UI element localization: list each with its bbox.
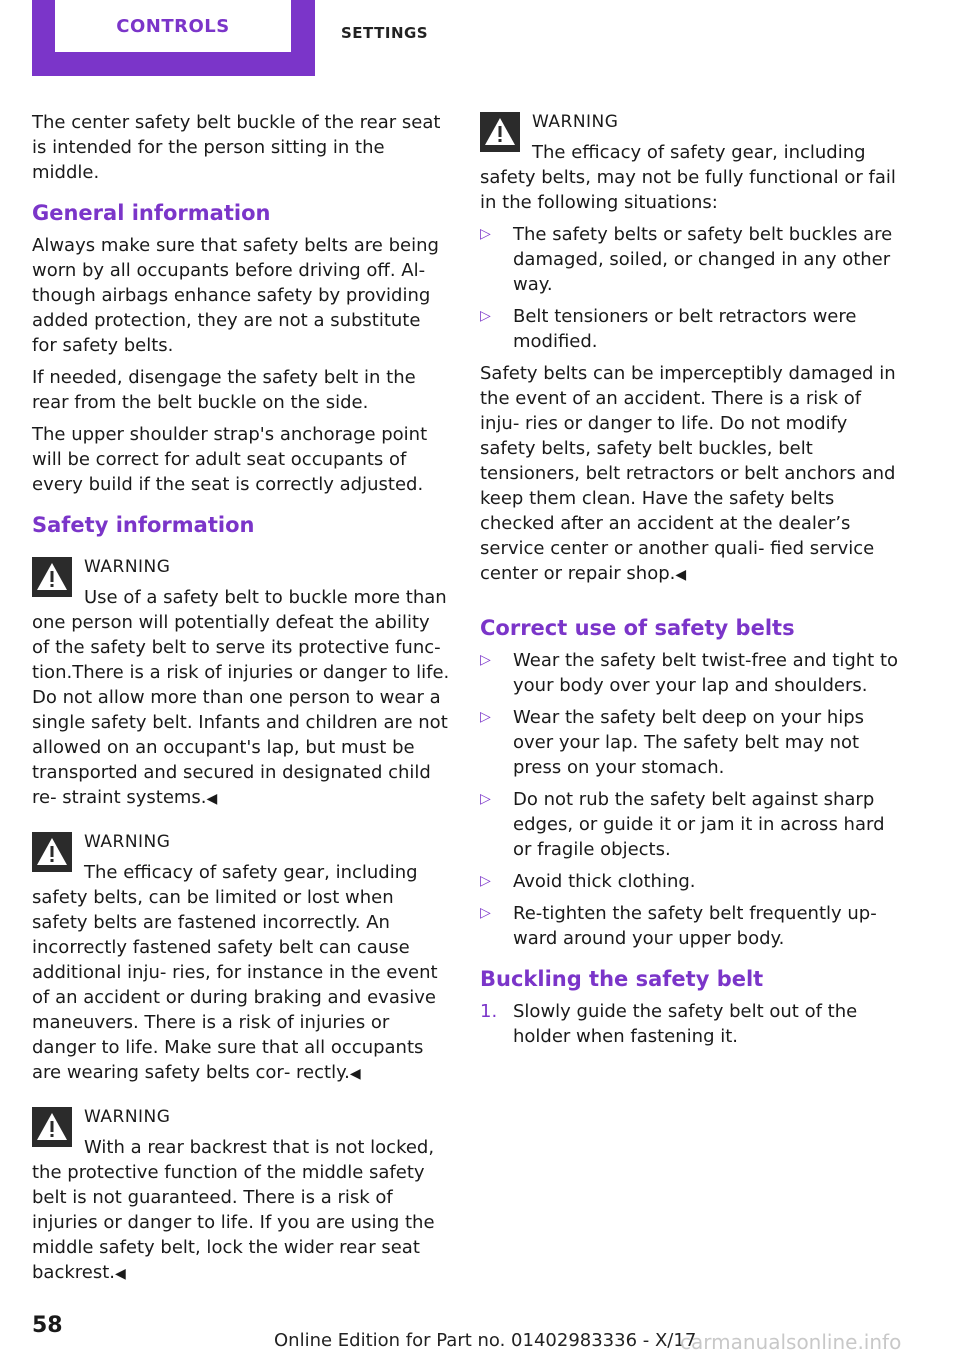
warning-situation-list: [480, 222, 898, 354]
end-mark-icon: ◀: [349, 1066, 361, 1082]
list-item: ▷ Wear the safety belt deep on your hips over your lap. The safety belt may not press on your stomach.: [480, 707, 865, 778]
triangle-bullet-icon: ▷: [480, 226, 491, 242]
warning-box-4: [480, 110, 898, 588]
buckling-steps: [480, 999, 898, 1049]
warning-box-2: [32, 830, 450, 1087]
page-number: 58: [32, 1313, 63, 1338]
warning-label: WARNING: [84, 557, 171, 577]
warning-text-3: With a rear backrest that is not locked, the protective function of the middle safety belt is not guaranteed. There is a risk of injuries or danger to life. If you are using the middle safety belt, lock the wider rear seat backrest.: [32, 1137, 435, 1283]
warning-tail: Safety belts can be imperceptibly damaged in the event of an accident. There is a risk of inju‐ ries or danger to life. Do not modify safety belts, safety belt buckles, belt tensioners, belt retractors or belt anchors and keep them clean. Have the safety belts checked after an accident at the dealer’s service center or another quali‐ fied service center or repair shop.: [480, 363, 896, 584]
heading-safety-information: Safety information: [32, 513, 255, 537]
watermark: carmanualsonline.info: [680, 1330, 902, 1354]
warning-label: WARNING: [84, 832, 171, 852]
triangle-bullet-icon: ▷: [480, 652, 491, 668]
warning-label: WARNING: [532, 112, 619, 132]
triangle-bullet-icon: ▷: [480, 905, 491, 921]
list-item: ▷ Belt tensioners or belt retractors were modified.: [480, 306, 857, 352]
edition-footer: Online Edition for Part no. 01402983336 - X/17: [274, 1330, 697, 1351]
triangle-bullet-icon: ▷: [480, 709, 491, 725]
end-mark-icon: ◀: [115, 1266, 126, 1282]
list-item: ▷ Do not rub the safety belt against sharp edges, or guide it or jam it in across hard or fragile objects.: [480, 789, 885, 860]
list-item: ▷ Re-tighten the safety belt frequently up‐ ward around your upper body.: [480, 903, 877, 949]
list-item: ▷ Wear the safety belt twist-free and tight to your body over your lap and shoulders.: [480, 650, 899, 696]
list-item: 1. Slowly guide the safety belt out of the holder when fastening it.: [480, 1001, 858, 1047]
chapter-tabs: [0, 0, 960, 80]
warning-triangle-icon: [32, 1107, 72, 1147]
general-paragraph-2: If needed, disengage the safety belt in the rear from the belt buckle on the side.: [32, 367, 416, 413]
tab-controls[interactable]: [32, 0, 315, 76]
end-mark-icon: ◀: [675, 567, 687, 583]
warning-triangle-icon: [32, 557, 72, 597]
end-mark-icon: ◀: [206, 791, 218, 807]
step-number: 1.: [480, 1001, 498, 1022]
warning-triangle-icon: [480, 112, 520, 152]
list-item: ▷ The safety belts or safety belt buckles are damaged, soiled, or changed in any other way.: [480, 224, 893, 295]
heading-general-information: General information: [32, 201, 271, 225]
triangle-bullet-icon: ▷: [480, 308, 491, 324]
heading-buckling: Buckling the safety belt: [480, 967, 764, 991]
warning-box-1: [32, 555, 450, 812]
triangle-bullet-icon: ▷: [480, 791, 491, 807]
tab-settings[interactable]: SETTINGS: [341, 24, 429, 42]
warning-box-3: [32, 1105, 450, 1287]
triangle-bullet-icon: ▷: [480, 873, 491, 889]
warning-intro: The efficacy of safety gear, including safety belts, may not be fully functional or fail in the following situations:: [480, 142, 896, 213]
general-paragraph-3: The upper shoulder strap's anchorage point will be correct for adult seat occupants of every build if the seat is correctly adjusted.: [32, 424, 428, 495]
intro-paragraph: The center safety belt buckle of the rear seat is intended for the person sitting in the middle.: [32, 112, 441, 183]
correct-use-list: [480, 648, 898, 951]
right-column: [480, 110, 898, 1056]
list-item: ▷ Avoid thick clothing.: [480, 871, 696, 892]
heading-correct-use: Correct use of safety belts: [480, 616, 795, 640]
warning-text-2: The efficacy of safety gear, including safety belts, can be limited or lost when safety belts are fastened incorrectly. An incorrectly fastened safety belt can cause additional inju‐ ries, for instance in the event of an accident or during braking and evasive maneuvers. There is a risk of injuries or danger to life. Make sure that all occupants are wearing safety belts cor‐ rectly.: [32, 862, 438, 1083]
tab-controls-label: CONTROLS: [55, 0, 291, 52]
warning-triangle-icon: [32, 832, 72, 872]
warning-label: WARNING: [84, 1107, 171, 1127]
left-column: [32, 110, 450, 1305]
warning-text-1: Use of a safety belt to buckle more than one person will potentially defeat the ability of the safety belt to serve its protective func‐ tion.There is a risk of injuries or danger to life. Do not allow more than one person to wear a single safety belt. Infants and children are not allowed on an occupant's lap, but must be transported and secured in designated child re‐ straint systems.: [32, 587, 450, 808]
general-paragraph-1: Always make sure that safety belts are being worn by all occupants before driving off. Al‐ though airbags enhance safety by providing added protection, they are not a substitute for safety belts.: [32, 235, 439, 356]
